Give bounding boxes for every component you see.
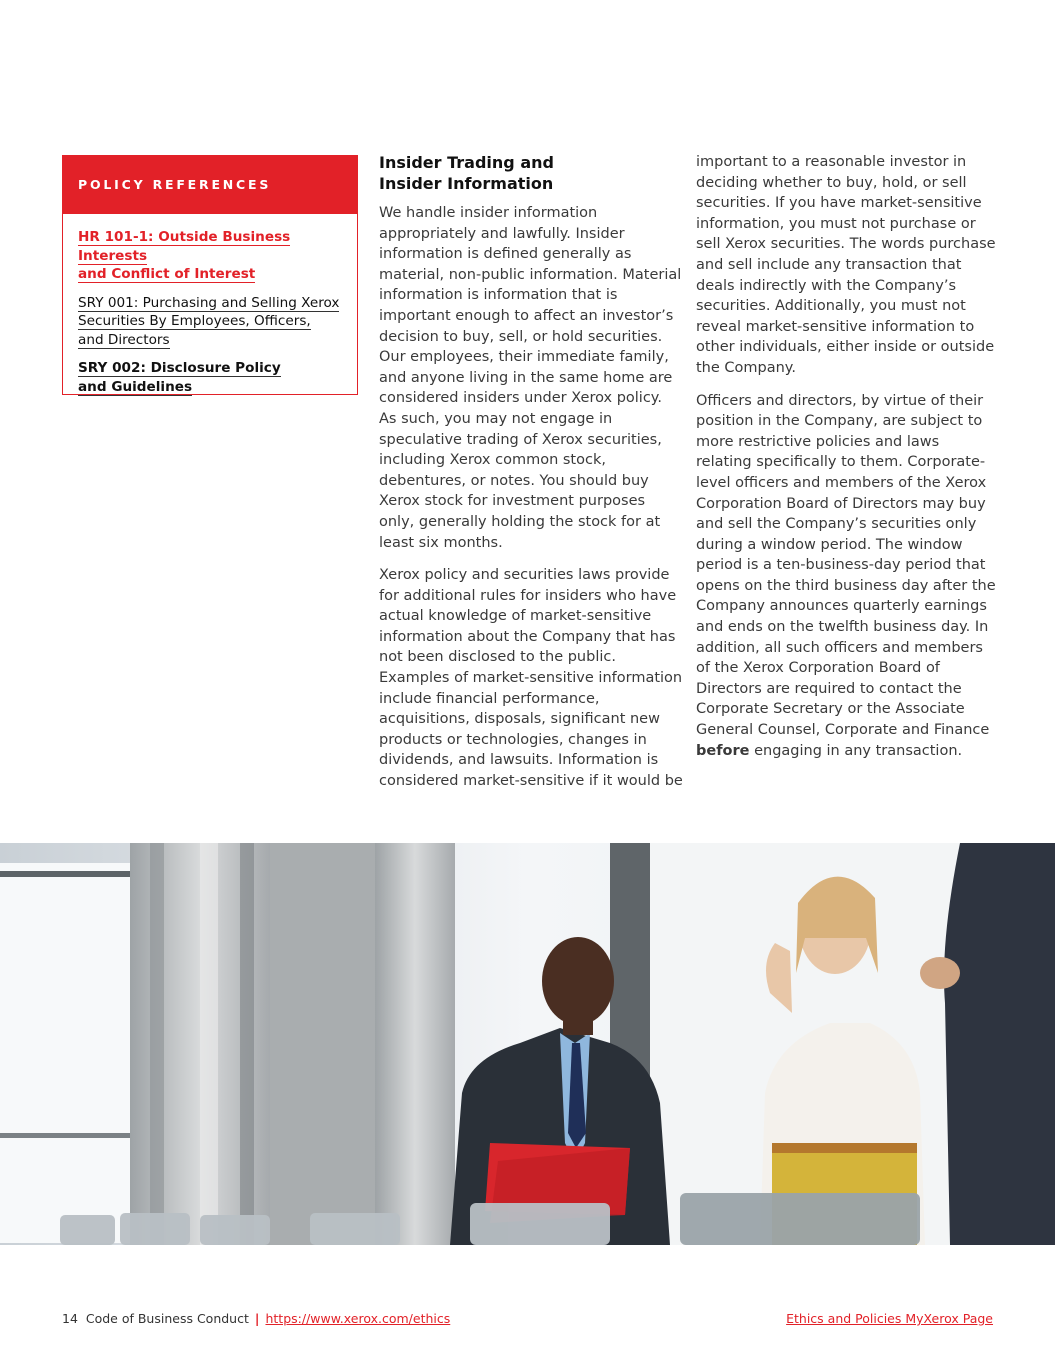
paragraph-additional-rules: Xerox policy and securities laws provide for additional rules for insiders who have actual knowledge of market-sensitive information about the Company that has not been disclosed to the public. Examples of market-sensitive information include financial performance, acquisitions, disposals, significant new products or technologies, changes in dividends, and lawsuits. Information is considered market-sensitive if it would be: [379, 567, 683, 790]
photo-illustration: [0, 843, 1055, 1245]
policy-references-box: [62, 155, 358, 395]
paragraph-market-sensitive: important to a reasonable investor in deciding whether to buy, hold, or sell securities. If you have market-sensitive information, you must not purchase or sell Xerox securities. The words purchase and sell include any transaction that deals indirectly with the Company’s securities. Additionally, you must not reveal market-sensitive information to other individuals, either inside or outside the Company.: [696, 154, 996, 376]
paragraph-insider-info: We handle insider information appropriately and lawfully. Insider information is defined generally as material, non-public information. Material information is information that is important enough to affect an investor’s decision to buy, sell, or hold securities. Our employees, their immediate family, and anyone living in the same home are considered insiders under Xerox policy. As such, you may not engage in speculative trading of Xerox securities, including Xerox common stock, debentures, or notes. You should buy Xerox stock for investment purposes only, generally holding the stock for at least six months.: [379, 205, 682, 551]
ethics-url-link[interactable]: https://www.xerox.com/ethics: [265, 1311, 451, 1326]
footer-separator: |: [254, 1311, 260, 1326]
footer-right: [786, 1310, 993, 1328]
document-title: Code of Business Conduct: [85, 1311, 249, 1326]
paragraph-officers-directors: Officers and directors, by virtue of their position in the Company, are subject to more restrictive policies and laws relating specifically to them. Corporate-level officers and members of the Xerox Corporation Board of Directors may buy and sell the Company’s securities only during a window period. The window period is a ten-business-day period that opens on the third business day after the Company announces quarterly earnings and ends on the twelfth business day. In addition, all such officers and members of the Xerox Corporation Board of Directors are required to contact the Corporate Secretary or the Associate General Counsel, Corporate and Finance before engaging in any transaction.: [696, 392, 996, 759]
page-number: 14: [62, 1311, 78, 1326]
ref-link-sry-001[interactable]: SRY 001: Purchasing and Selling Xerox Securities By Employees, Officers, and Directors: [78, 294, 340, 348]
policy-references-title: POLICY REFERENCES: [63, 156, 357, 214]
ref-link-sry-002[interactable]: SRY 002: Disclosure Policy and Guidelines: [78, 360, 281, 395]
section-heading: Insider Trading and Insider Information: [379, 153, 554, 193]
policy-references-list: [63, 214, 357, 396]
emphasis-before: before: [696, 742, 750, 759]
article-column-2: [696, 152, 996, 773]
myxerox-page-link[interactable]: Ethics and Policies MyXerox Page: [786, 1311, 993, 1326]
office-meeting-photo: [0, 843, 1055, 1245]
ref-link-hr-101-1[interactable]: HR 101-1: Outside Business Interests and Conflict of Interest: [78, 229, 291, 282]
article-column-1: [379, 152, 684, 804]
footer-left: [62, 1310, 450, 1328]
